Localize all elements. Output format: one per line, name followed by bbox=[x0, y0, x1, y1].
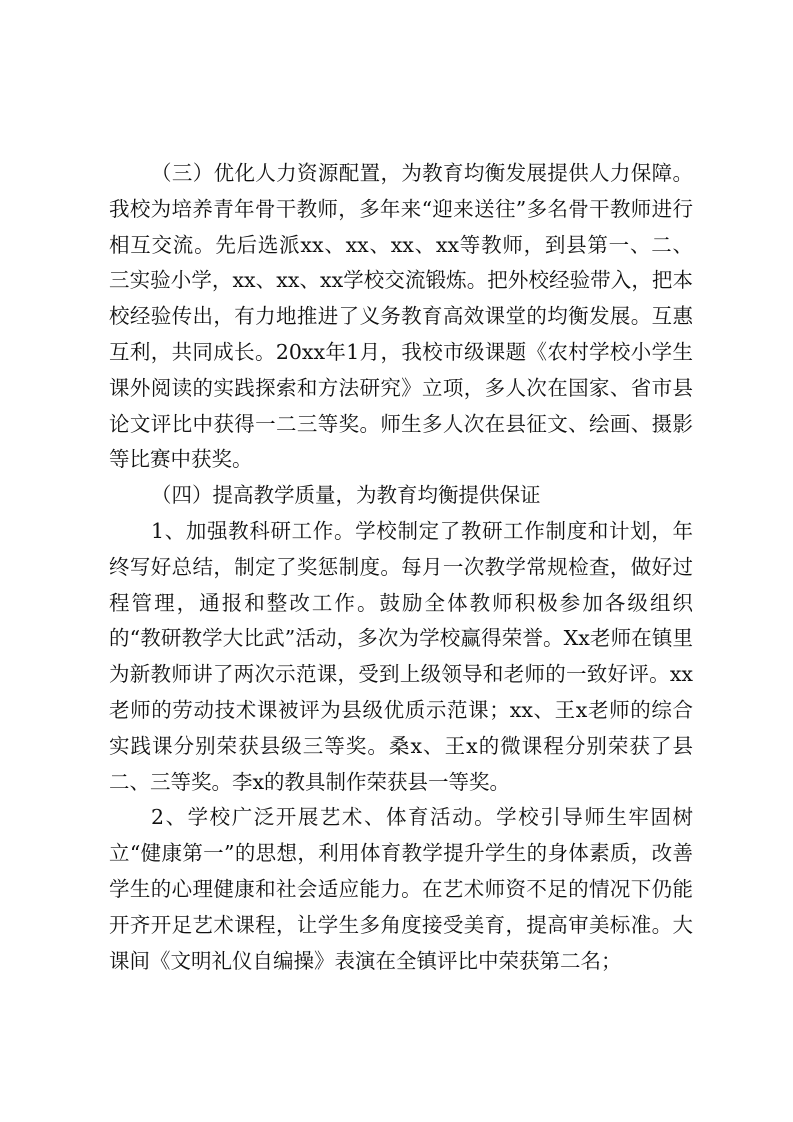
document-body bbox=[109, 156, 693, 979]
paragraph-human-resources: （三）优化人力资源配置，为教育均衡发展提供人力保障。我校为培养青年骨干教师，多年来“迎来送往”多名骨干教师进行相互交流。先后选派xx、xx、xx、xx等教师，到县第一、二、三实验小学，xx、xx、xx学校交流锻炼。把外校经验带入，把本校经验传出，有力地推进了义务教育高效课堂的均衡发展。互惠互利，共同成长。20xx年1月，我校市级课题《农村学校小学生课外阅读的实践探索和方法研究》立项，多人次在国家、省市县论文评比中获得一二三等奖。师生多人次在县征文、绘画、摄影等比赛中获奖。 bbox=[109, 161, 693, 472]
paragraph-research-work: 1、加强教科研工作。学校制定了教研工作制度和计划，年终写好总结，制定了奖惩制度。每月一次教学常规检查，做好过程管理，通报和整改工作。鼓励全体教师积极参加各级组织的“教研教学大比武”活动，多次为学校赢得荣誉。Xx老师在镇里为新教师讲了两次示范课，受到上级领导和老师的一致好评。xx老师的劳动技术课被评为县级优质示范课；xx、王x老师的综合实践课分别荣获县级三等奖。桑x、王x的微课程分别荣获了县二、三等奖。李x的教具制作荣获县一等奖。 bbox=[109, 518, 693, 794]
paragraph-arts-sports: 2、学校广泛开展艺术、体育活动。学校引导师生牢固树立“健康第一”的思想，利用体育教学提升学生的身体素质，改善学生的心理健康和社会适应能力。在艺术师资不足的情况下仍能开齐开足艺术课程，让学生多角度接受美育，提高审美标准。大课间《文明礼仪自编操》表演在全镇评比中荣获第二名； bbox=[109, 805, 693, 973]
paragraph-heading-teaching-quality: （四）提高教学质量，为教育均衡提供保证 bbox=[151, 483, 541, 508]
